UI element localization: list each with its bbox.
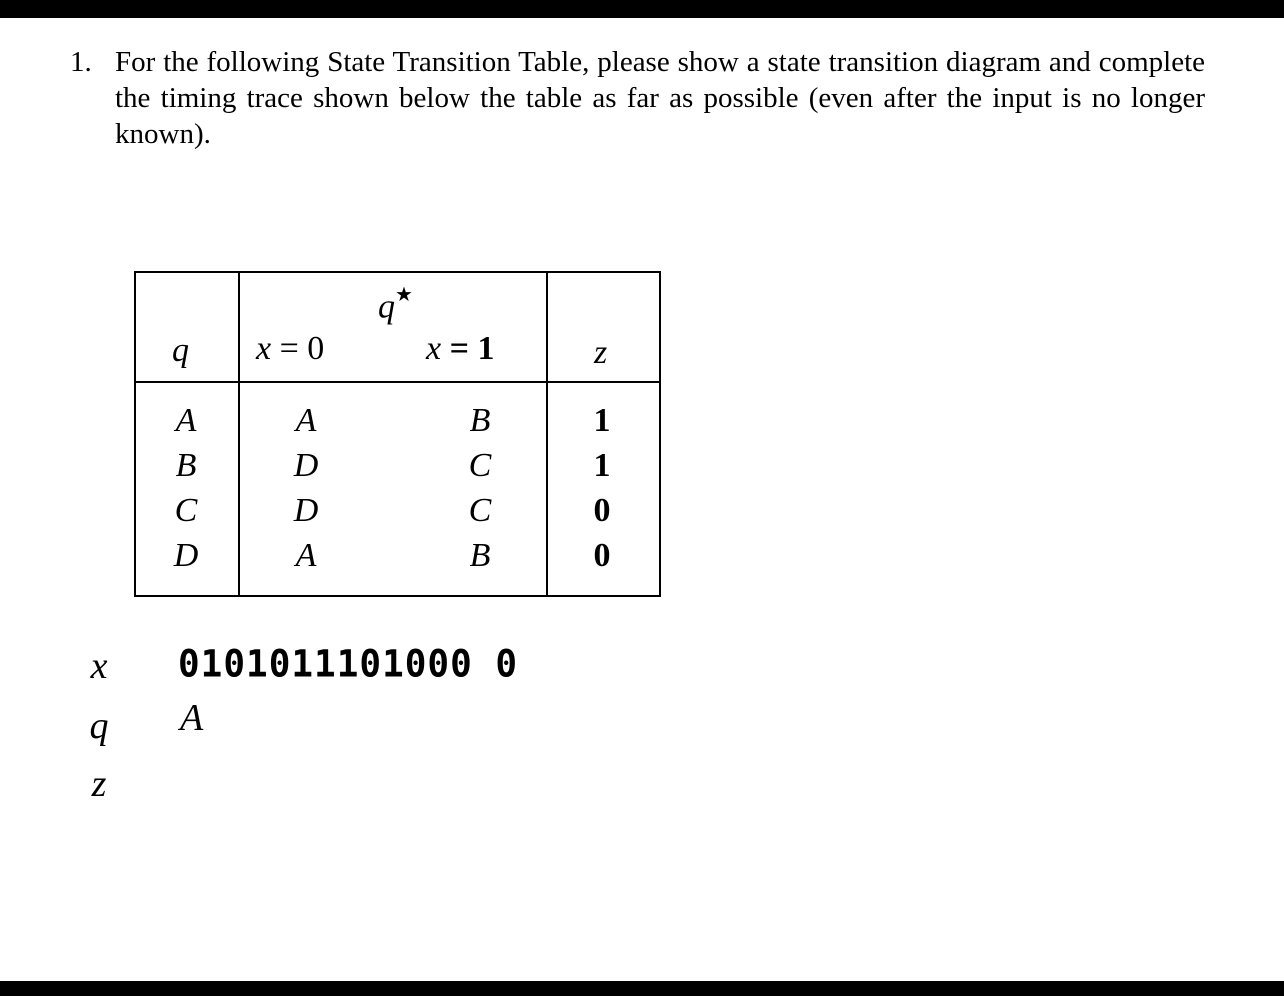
next-state-symbol: q bbox=[378, 288, 395, 326]
table-cell-next-x1: C bbox=[468, 492, 492, 529]
table-cell-output: 0 bbox=[593, 537, 611, 574]
next-state-header bbox=[378, 279, 413, 327]
table-cell-next-x1: B bbox=[469, 402, 491, 439]
table-cell-state: D bbox=[173, 537, 199, 574]
table-cell-next-x0: D bbox=[293, 447, 319, 484]
state-column-header: q bbox=[172, 332, 189, 369]
x0-column-header: x = 0 bbox=[256, 330, 325, 367]
top-border-bar bbox=[0, 0, 1284, 18]
trace-x-sequence: 0101011101000 0 bbox=[178, 643, 519, 687]
table-cell-output: 0 bbox=[593, 492, 611, 529]
table-cell-next-x0: A bbox=[295, 537, 317, 574]
x1-column-header: x = 1 bbox=[426, 330, 495, 367]
table-divider-state bbox=[238, 273, 240, 595]
output-column-header: z bbox=[594, 334, 608, 371]
table-cell-next-x0: D bbox=[293, 492, 319, 529]
table-cell-state: C bbox=[174, 492, 198, 529]
bottom-border-bar bbox=[0, 981, 1284, 996]
trace-z-label: z bbox=[91, 763, 107, 805]
question-block bbox=[70, 44, 1205, 152]
table-cell-next-x0: A bbox=[295, 402, 317, 439]
table-divider-output bbox=[546, 273, 548, 595]
table-header-divider bbox=[136, 381, 659, 383]
table-cell-next-x1: C bbox=[468, 447, 492, 484]
state-transition-table bbox=[134, 271, 661, 597]
table-cell-state: A bbox=[175, 402, 197, 439]
trace-x-label: x bbox=[90, 645, 108, 687]
question-text: For the following State Transition Table, please show a state transition diagram and complete the timing trace shown below the table as far as possible (even after the input is no longer known). bbox=[115, 46, 1205, 150]
trace-q-label: q bbox=[89, 705, 109, 747]
next-state-star: ★ bbox=[395, 284, 413, 306]
table-cell-output: 1 bbox=[593, 402, 611, 439]
table-cell-state: B bbox=[175, 447, 197, 484]
question-number: 1. bbox=[70, 46, 92, 78]
trace-q-start: A bbox=[180, 697, 204, 739]
table-cell-next-x1: B bbox=[469, 537, 491, 574]
table-cell-output: 1 bbox=[593, 447, 611, 484]
